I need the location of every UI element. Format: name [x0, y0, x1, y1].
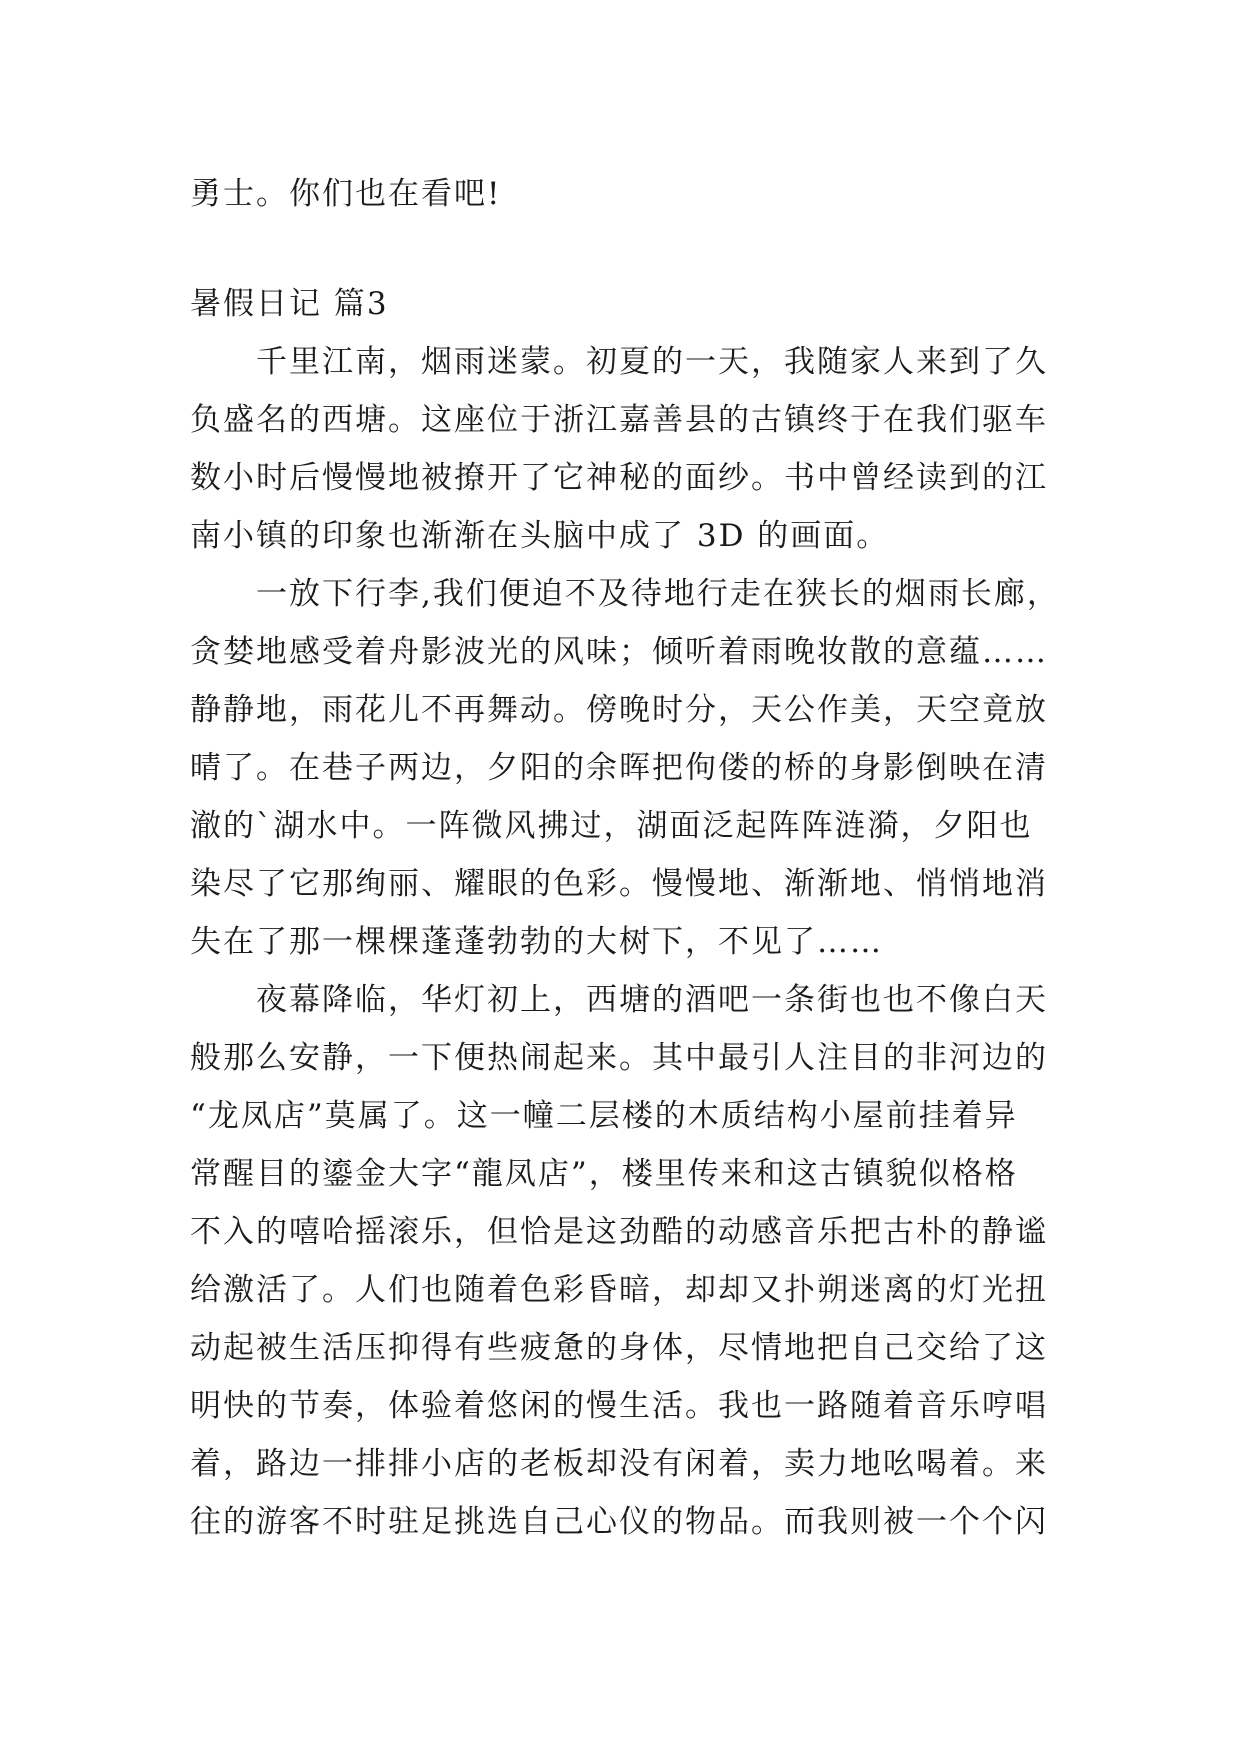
section-gap: [190, 223, 1070, 275]
text-line: 晴了。在巷子两边，夕阳的余晖把佝偻的桥的身影倒映在清: [190, 750, 1048, 786]
text-line: 给激活了。人们也随着色彩昏暗，却却又扑朔迷离的灯光扭: [190, 1272, 1048, 1308]
text-line: 数小时后慢慢地被撩开了它神秘的面纱。书中曾经读到的江: [190, 460, 1048, 496]
text-line: 贪婪地感受着舟影波光的风味；倾听着雨晚妆散的意蕴……: [190, 634, 1048, 670]
text-line: “龙凤店”莫属了。这一幢二层楼的木质结构小屋前挂着异: [190, 1098, 1018, 1134]
text-line: 常醒目的鎏金大字“龍凤店”，楼里传来和这古镇貌似格格: [190, 1156, 1018, 1192]
document-body: [190, 165, 1070, 1551]
intro-line: 勇士。你们也在看吧!: [190, 176, 502, 212]
text-line: 负盛名的西塘。这座位于浙江嘉善县的古镇终于在我们驱车: [190, 402, 1048, 438]
text-line: 般那么安静，一下便热闹起来。其中最引人注目的非河边的: [190, 1040, 1048, 1076]
text-line: 一放下行李,我们便迫不及待地行走在狭长的烟雨长廊，: [190, 576, 1060, 612]
text-line: 染尽了它那绚丽、耀眼的色彩。慢慢地、渐渐地、悄悄地消: [190, 866, 1048, 902]
text-line: 失在了那一棵棵蓬蓬勃勃的大树下，不见了……: [190, 924, 883, 960]
text-line: 动起被生活压抑得有些疲惫的身体，尽情地把自己交给了这: [190, 1330, 1048, 1366]
text-line: 夜幕降临，华灯初上，西塘的酒吧一条街也也不像白天: [190, 982, 1048, 1018]
text-line: 静静地，雨花儿不再舞动。傍晚时分，天公作美，天空竟放: [190, 692, 1048, 728]
text-line: 千里江南，烟雨迷蒙。初夏的一天，我随家人来到了久: [190, 344, 1048, 380]
text-line: 不入的嘻哈摇滚乐，但恰是这劲酷的动感音乐把古朴的静谧: [190, 1214, 1048, 1250]
text-line: 往的游客不时驻足挑选自己心仪的物品。而我则被一个个闪: [190, 1504, 1048, 1540]
text-line: 南小镇的印象也渐渐在头脑中成了 3D 的画面。: [190, 518, 890, 554]
text-line: 明快的节奏，体验着悠闲的慢生活。我也一路随着音乐哼唱: [190, 1388, 1048, 1424]
text-line: 澈的`湖水中。一阵微风拂过，湖面泛起阵阵涟漪，夕阳也: [190, 808, 1033, 844]
section-heading: 暑假日记 篇3: [190, 286, 389, 322]
text-line: 着，路边一排排小店的老板却没有闲着，卖力地吆喝着。来: [190, 1446, 1048, 1482]
